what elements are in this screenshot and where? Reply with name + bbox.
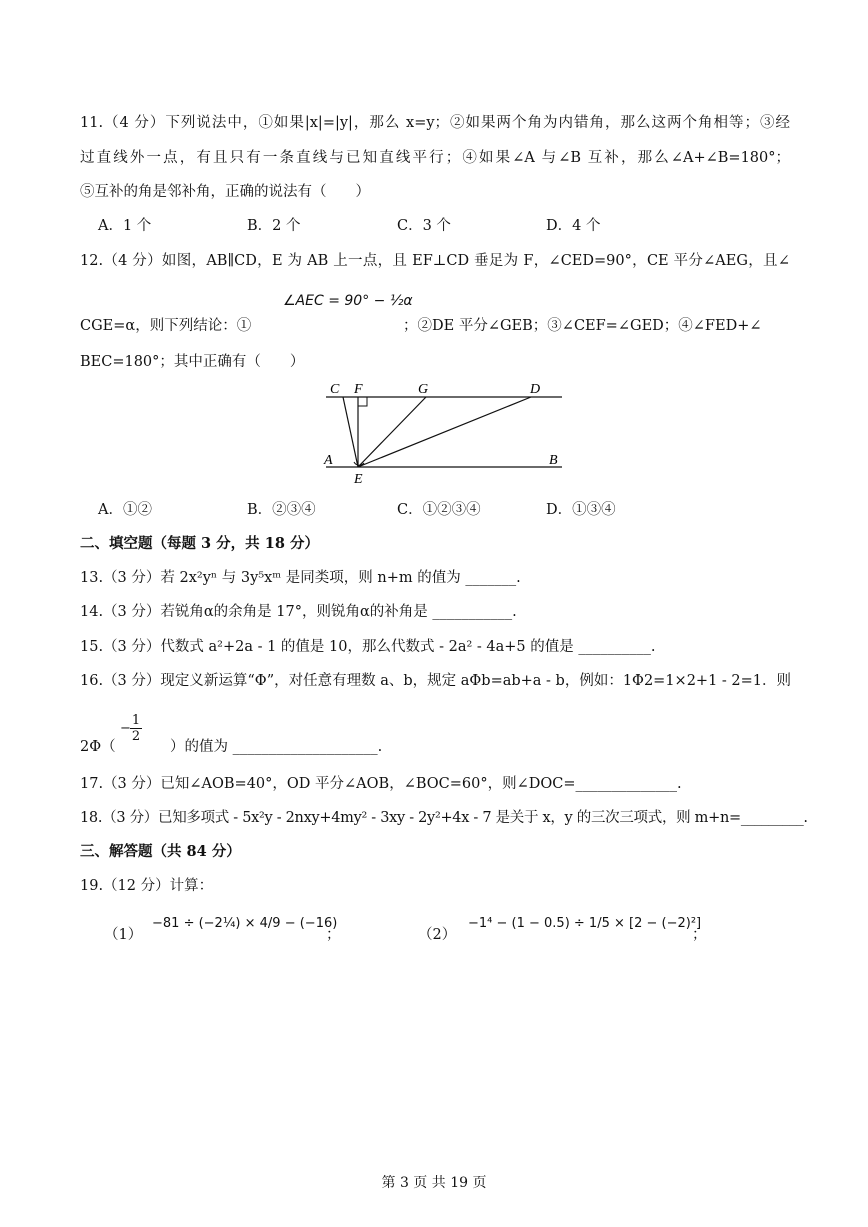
q12-line2-a: CGE=α，则下列结论：① <box>80 318 252 334</box>
q12-line3: BEC=180°；其中正确有（ ） <box>80 354 305 370</box>
q17: 17.（3 分）已知∠AOB=40°，OD 平分∠AOB，∠BOC=60°，则∠DOC=______________. <box>80 776 682 792</box>
q16-line2-a: 2Φ（ <box>80 739 116 755</box>
q11-line2: 过直线外一点，有且只有一条直线与已知直线平行；④如果∠A 与∠B 互补，那么∠A+∠B=180°； <box>80 150 790 166</box>
q18: 18.（3 分）已知多项式 - 5x²y - 2nxy+4my² - 3xy - 2y²+4x - 7 是关于 x，y 的三次三项式，则 m+n=_________. <box>80 810 808 826</box>
q19-part2-end: ； <box>692 927 707 943</box>
q11-line3: ⑤互补的角是邻补角，正确的说法有（ ） <box>80 184 370 200</box>
segment-eg <box>358 397 426 467</box>
segment-ec <box>343 397 358 467</box>
q19-part2-label: （2） <box>418 927 457 943</box>
q19-part2-expression: −1⁴ − (1 − 0.5) ÷ 1/5 × [2 − (−2)²] <box>468 916 702 931</box>
q16-fraction-denominator: 2 <box>131 729 141 744</box>
segment-ed <box>358 397 531 467</box>
q12-geometry-figure <box>318 378 580 488</box>
q11-option-c: C．3 个 <box>397 218 451 234</box>
q12-line2-b: ；②DE 平分∠GEB；③∠CEF=∠GED；④∠FED+∠ <box>403 318 762 334</box>
q11-option-a: A．1 个 <box>98 218 152 234</box>
label-e: E <box>354 472 363 487</box>
label-c: C <box>330 382 340 397</box>
q12-option-a: A．①② <box>98 502 152 518</box>
q16-line2-b: ）的值为 ____________________. <box>170 739 383 755</box>
right-angle-mark <box>358 397 367 406</box>
q16-minus-sign: − <box>120 721 131 736</box>
label-b: B <box>549 453 558 468</box>
page-footer: 第 3 页 共 19 页 <box>381 1175 487 1191</box>
q16-line1: 16.（3 分）现定义新运算“Φ”，对任意有理数 a、b，规定 aΦb=ab+a - b，例如：1Φ2=1×2+1 - 2=1．则 <box>80 673 792 689</box>
q19-part1-label: （1） <box>104 927 143 943</box>
q12-option-c: C．①②③④ <box>397 502 481 518</box>
q16-fraction-numerator: 1 <box>131 713 141 728</box>
q11-option-b: B．2 个 <box>247 218 301 234</box>
q15: 15.（3 分）代数式 a²+2a - 1 的值是 10，那么代数式 - 2a² - 4a+5 的值是 __________. <box>80 639 656 655</box>
q19-part1-expression: −81 ÷ (−2¼) × 4/9 − (−16) <box>152 916 338 931</box>
label-d: D <box>530 382 541 397</box>
q13: 13.（3 分）若 2x²yⁿ 与 3y⁵xᵐ 是同类项，则 n+m 的值为 _______. <box>80 570 521 586</box>
q19-title: 19.（12 分）计算： <box>80 878 214 894</box>
label-f: F <box>354 382 363 397</box>
q12-option-b: B．②③④ <box>247 502 316 518</box>
label-a: A <box>324 453 333 468</box>
q14: 14.（3 分）若锐角α的余角是 17°，则锐角α的补角是 ___________. <box>80 604 517 620</box>
section-2-heading: 二、填空题（每题 3 分，共 18 分） <box>80 535 319 552</box>
label-g: G <box>418 382 429 397</box>
q19-part1-end: ； <box>326 927 341 943</box>
q16-fraction <box>120 713 142 744</box>
q12-formula: ∠AEC = 90° − ½α <box>283 293 413 309</box>
q12-option-d: D．①③④ <box>546 502 616 518</box>
q11-option-d: D．4 个 <box>546 218 601 234</box>
q12-line1: 12.（4 分）如图，AB∥CD，E 为 AB 上一点，且 EF⊥CD 垂足为 F，∠CED=90°，CE 平分∠AEG，且∠ <box>80 253 790 269</box>
section-3-heading: 三、解答题（共 84 分） <box>80 843 241 860</box>
q11-line1: 11.（4 分）下列说法中，①如果|x|=|y|，那么 x=y；②如果两个角为内错角，那么这两个角相等；③经 <box>80 115 790 131</box>
